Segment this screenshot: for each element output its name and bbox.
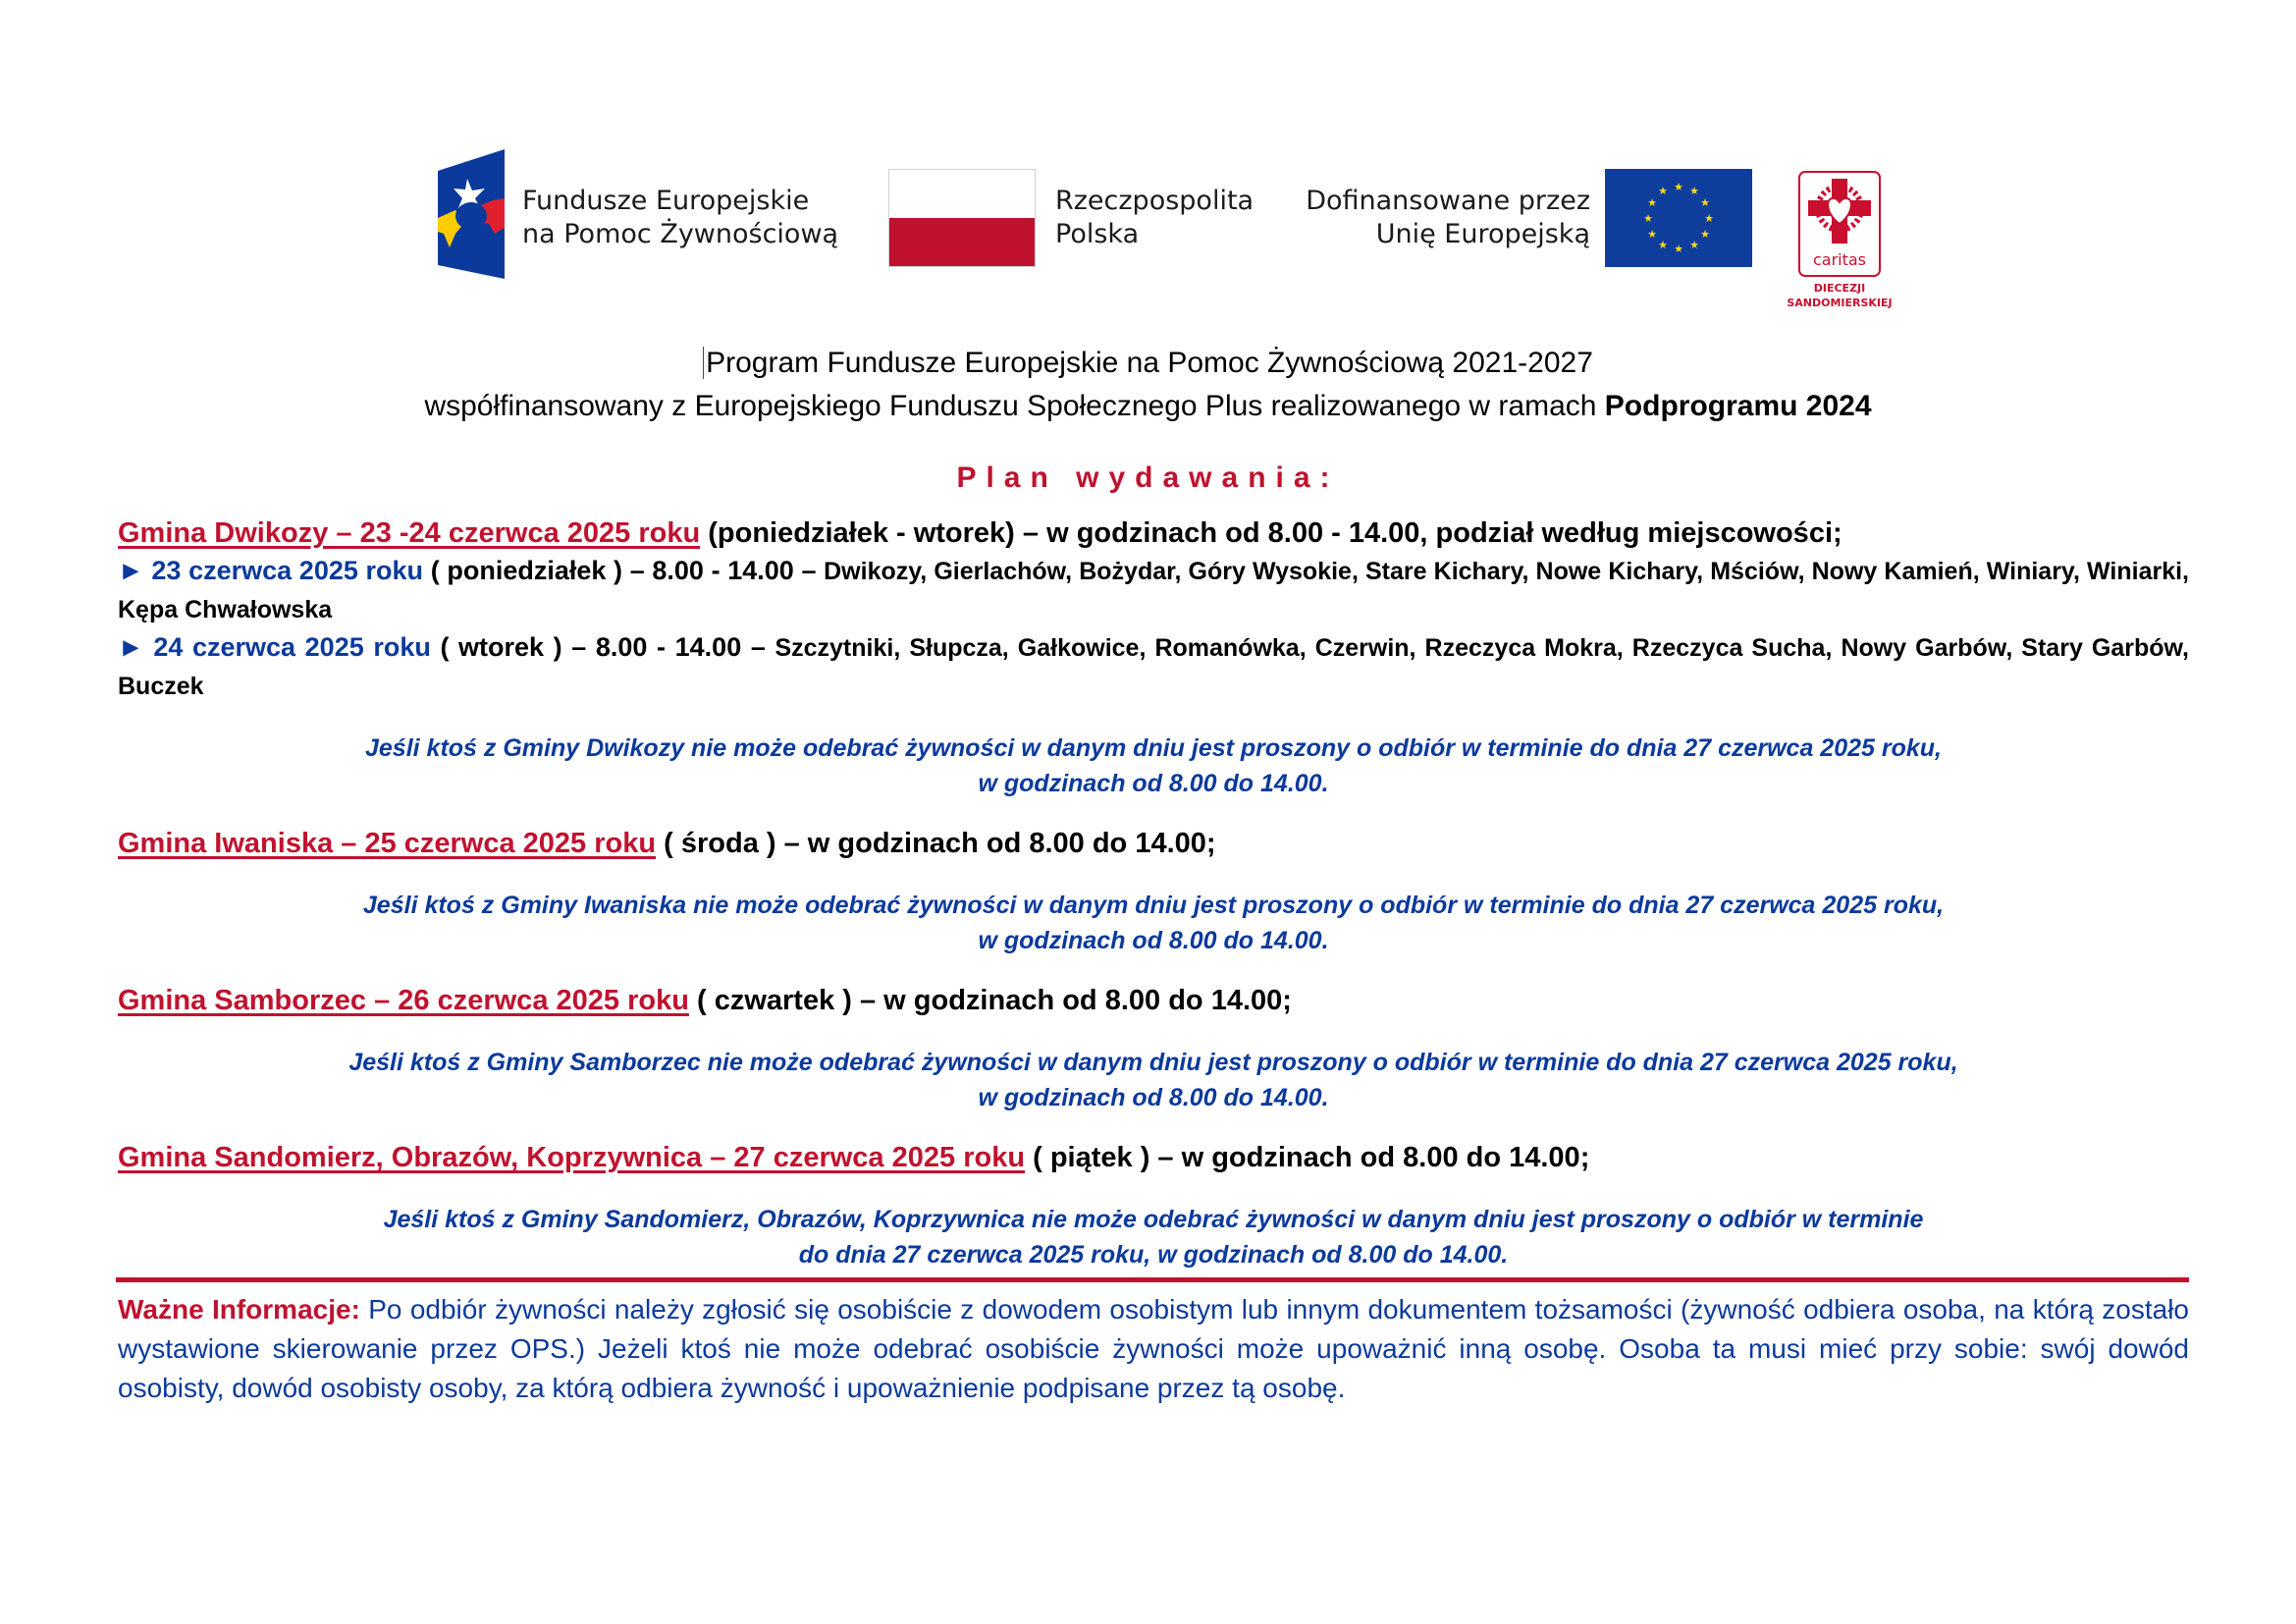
svg-text:★: ★ [1689,185,1699,197]
schedule-iwaniska [118,825,2189,862]
arrow-right-icon: ► [118,632,144,662]
day-entry [118,628,2189,705]
gmina-heading: Gmina Dwikozy – 23 -24 czerwca 2025 roku [118,517,701,549]
day-entry [118,552,2189,628]
svg-text:★: ★ [1658,239,1668,251]
eu-logo-text [1306,185,1590,251]
pickup-note [118,888,2189,958]
svg-text:★: ★ [1689,239,1699,251]
program-heading [0,342,2296,428]
day-places: Dwikozy, Gierlachów, Bożydar, Góry Wysokie, Stare Kichary, Nowe Kichary, Mściów, Nowy Kamień, Winiary, Winiarki, Kępa Chwałowska [118,558,2189,623]
svg-text:★: ★ [1647,228,1657,241]
day-hours: ( poniedziałek ) – 8.00 - 14.00 – [423,556,825,585]
note-line1: Jeśli ktoś z Gminy Sandomierz, Obrazów, Koprzywnica nie może odebrać żywności w danym dniu jest proszony o odbiór w terminie [383,1206,1924,1233]
eu-logo-line2: Unię Europejską [1375,219,1590,249]
note-line1: Jeśli ktoś z Gminy Dwikozy nie może odebrać żywności w danym dniu jest proszony o odbiór w terminie do dnia 27 czerwca 2025 roku, [365,734,1942,762]
fe-logo-text [522,185,838,251]
svg-text:★: ★ [1643,212,1653,225]
svg-text:★: ★ [1647,196,1657,209]
pl-logo-text [1055,185,1254,251]
program-title: Program Fundusze Europejskie na Pomoc Żywnościową 2021-2027 [703,347,1593,379]
logos-row [0,147,2296,324]
gmina-details: ( piątek ) – w godzinach od 8.00 do 14.00; [1025,1142,1590,1173]
info-text: Po odbiór żywności należy zgłosić się osobiście z dowodem osobistym lub innym dokumentem tożsamości (żywność odbiera osoba, na którą zostało wystawione skierowanie przez OPS.) Jeżeli ktoś nie może odebrać osobiście żywności może upoważnić inną osobę. Osoba ta musi mieć przy sobie: swój dowód osobisty, dowód osobisty osoby, za którą odbiera żywność i upoważnienie podpisane przez tą osobę. [118,1294,2190,1403]
gmina-details: (poniedziałek - wtorek) – w godzinach od 8.00 - 14.00, podział według miejscowości; [700,517,1842,549]
note-line2: do dnia 27 czerwca 2025 roku, w godzinach od 8.00 do 14.00. [798,1241,1509,1269]
gmina-heading: Gmina Sandomierz, Obrazów, Koprzywnica – 27 czerwca 2025 roku [118,1142,1026,1173]
fe-logo-line1: Fundusze Europejskie [522,186,810,216]
note-line1: Jeśli ktoś z Gminy Iwaniska nie może odebrać żywności w danym dniu jest proszony o odbiór w terminie do dnia 27 czerwca 2025 roku, [362,892,1945,919]
divider-rule [116,1277,2189,1282]
svg-text:★: ★ [1674,243,1683,255]
note-line1: Jeśli ktoś z Gminy Samborzec nie może odebrać żywności w danym dniu jest proszony o odbiór w terminie do dnia 27 czerwca 2025 roku, [348,1049,1958,1076]
program-subtitle: współfinansowany z Europejskiego Funduszu Społecznego Plus realizowanego w ramach [424,390,1605,422]
note-line2: w godzinach od 8.00 do 14.00. [978,927,1329,954]
caritas-sub1: DIECEZJI [1813,282,1866,295]
note-line2: w godzinach od 8.00 do 14.00. [978,770,1329,797]
schedule-sandomierz [118,1139,2189,1176]
caritas-sub2: SANDOMIERSKIEJ [1787,297,1893,309]
pickup-note [118,1045,2189,1115]
day-hours: ( wtorek ) – 8.00 - 14.00 – [430,632,775,662]
caritas-diocese [1775,281,1904,310]
svg-text:★: ★ [1700,228,1710,241]
caritas-logo [1798,171,1881,277]
pl-logo-line1: Rzeczpospolita [1055,186,1255,216]
svg-text:★: ★ [1674,181,1683,193]
gmina-heading: Gmina Iwaniska – 25 czerwca 2025 roku [118,828,657,859]
day-date: 24 czerwca 2025 roku [143,632,431,662]
info-label: Ważne Informacje: [118,1294,360,1325]
day-date: 23 czerwca 2025 roku [143,556,424,585]
eu-flag-icon [1605,169,1752,267]
pickup-note [118,731,2189,801]
day-places: Szczytniki, Słupcza, Gałkowice, Romanówka, Czerwin, Rzeczyca Mokra, Rzeczyca Sucha, Nowy Garbów, Stary Garbów, Buczek [118,634,2189,700]
note-line2: w godzinach od 8.00 do 14.00. [978,1084,1329,1111]
pickup-note [118,1202,2189,1272]
fe-logo-line2: na Pomoc Żywnościową [522,219,839,249]
eu-logo-line1: Dofinansowane przez [1306,186,1590,216]
plan-title: Plan wydawania: [956,461,1340,494]
important-info [118,1290,2189,1408]
polish-flag-icon [888,169,1036,267]
schedule-dwikozy [118,514,2189,705]
svg-text:★: ★ [1704,212,1714,225]
gmina-details: ( czwartek ) – w godzinach od 8.00 do 14.00; [688,985,1292,1016]
fe-logo-icon [438,149,505,279]
svg-text:★: ★ [1700,196,1710,209]
schedule-samborzec [118,982,2189,1019]
caritas-cross-icon [1800,173,1879,251]
arrow-right-icon: ► [118,556,144,585]
program-subprogram: Podprogramu 2024 [1604,390,1872,422]
pl-logo-line2: Polska [1055,219,1140,249]
caritas-word: caritas [1812,250,1867,269]
gmina-heading: Gmina Samborzec – 26 czerwca 2025 roku [118,985,689,1016]
svg-text:★: ★ [1658,185,1668,197]
gmina-details: ( środa ) – w godzinach od 8.00 do 14.00; [656,828,1216,859]
